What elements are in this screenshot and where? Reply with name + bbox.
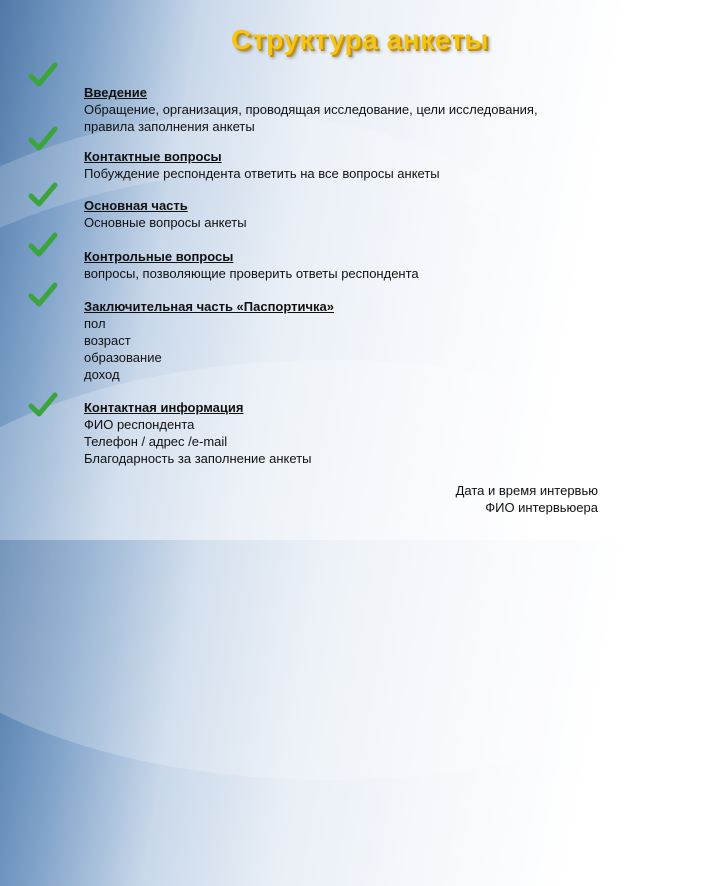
section-heading: Контактные вопросы <box>84 149 222 164</box>
checkmark-icon <box>28 180 58 210</box>
footer-line: ФИО интервьюера <box>485 500 598 515</box>
checkmark-icon <box>28 124 58 154</box>
section-final-part <box>84 298 644 383</box>
section-control-questions <box>84 248 644 282</box>
section-heading: Контактная информация <box>84 400 244 415</box>
section-line: Побуждение респондента ответить на все вопросы анкеты <box>84 166 440 181</box>
section-line: образование <box>84 350 162 365</box>
section-line: возраст <box>84 333 131 348</box>
checkmark-icon <box>28 60 58 90</box>
section-heading: Заключительная часть «Паспортичка» <box>84 299 335 314</box>
slide-title: Структура анкеты <box>231 24 489 55</box>
section-line: ФИО респондента <box>84 417 195 432</box>
section-line: Благодарность за заполнение анкеты <box>84 451 312 466</box>
section-line: пол <box>84 316 106 331</box>
section-line: Телефон / адрес /e-mail <box>84 434 228 449</box>
section-line: Основные вопросы анкеты <box>84 215 247 230</box>
section-intro <box>84 84 644 135</box>
section-main-part <box>84 197 644 231</box>
section-heading: Основная часть <box>84 198 188 213</box>
section-line: Обращение, организация, проводящая исследование, цели исследования, <box>84 102 538 117</box>
section-heading: Контрольные вопросы <box>84 249 234 264</box>
checkmark-icon <box>28 230 58 260</box>
footer-line: Дата и время интервью <box>455 483 598 498</box>
section-line: вопросы, позволяющие проверить ответы респондента <box>84 266 419 281</box>
footer-note <box>456 482 598 516</box>
section-contact-info <box>84 399 644 467</box>
section-line: доход <box>84 367 120 382</box>
section-contact-questions <box>84 148 644 182</box>
checkmark-icon <box>28 390 58 420</box>
section-line: правила заполнения анкеты <box>84 119 255 134</box>
checkmark-icon <box>28 280 58 310</box>
section-heading: Введение <box>84 85 147 100</box>
